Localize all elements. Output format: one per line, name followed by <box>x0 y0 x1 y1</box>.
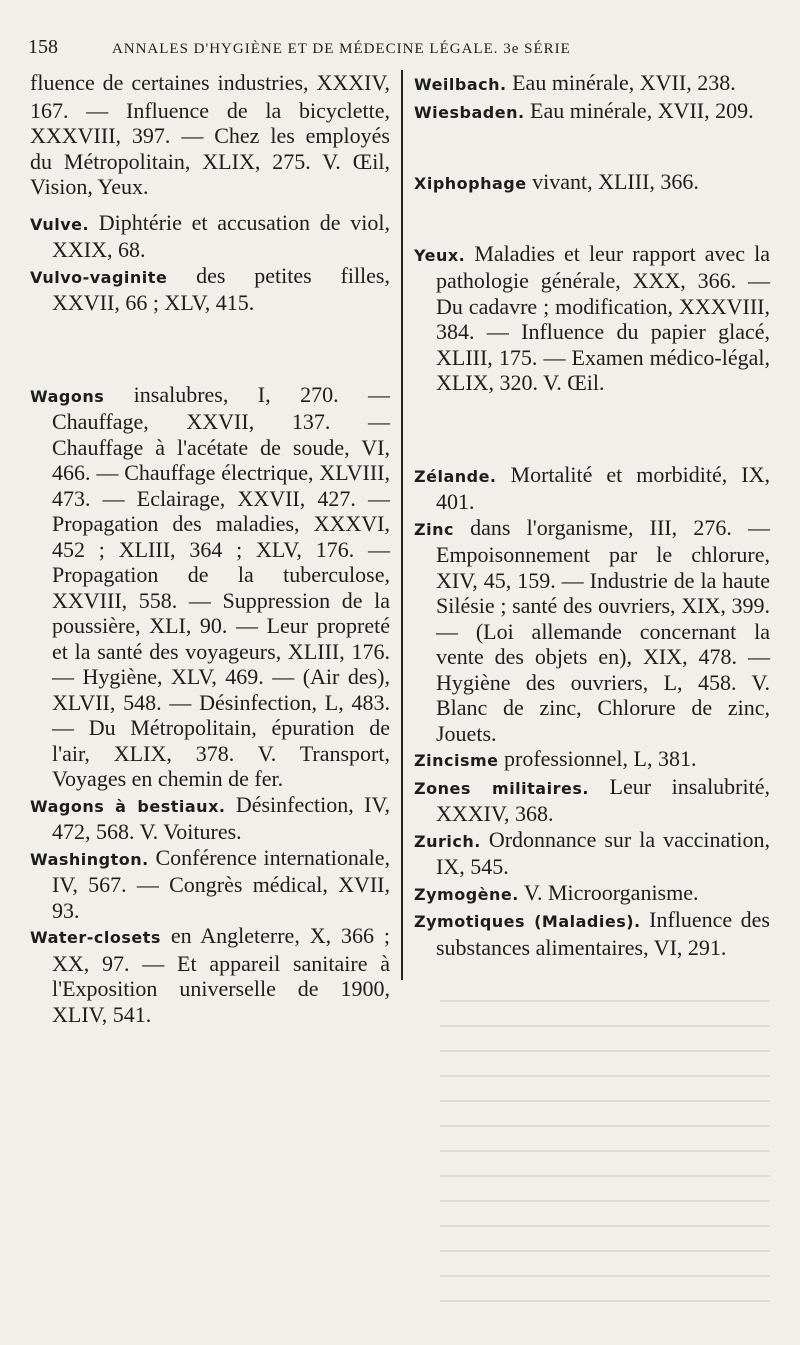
entry-headword: Zincisme <box>414 751 499 770</box>
running-header <box>28 36 768 59</box>
entry-headword: Water-closets <box>30 928 161 947</box>
entry-text: dans l'organisme, III, 276. — Empoisonnement par le chlorure, XIV, 45, 159. — Industrie de la haute Silésie ; santé des ouvriers, XIX, 399. — (Loi allemande concernant la vente des objets en), XIX, 478. — Hygiène des ouvriers, L, 458. V. Blanc de zinc, Chlorure de zinc, Jouets. <box>436 514 770 746</box>
index-entry <box>414 241 770 396</box>
right-column <box>414 70 770 960</box>
entry-text: en Angleterre, X, 366 ; XX, 97. — Et appareil sanitaire à l'Exposition universelle de 1900, XLIV, 541. <box>52 923 390 1027</box>
entry-headword: Vulve. <box>30 214 90 234</box>
entry-text: Ordonnance sur la vaccination, IX, 545. <box>436 826 770 879</box>
entry-headword: Zurich. <box>414 831 481 851</box>
entry-headword: Wiesbaden. <box>414 102 525 122</box>
column-divider <box>401 70 403 980</box>
entry-text: professionnel, L, 381. <box>498 746 697 771</box>
entry-text: Diphtérie et accusation de viol, XXIX, 68. <box>52 209 390 262</box>
entry-text: Influence des substances alimentaires, VI, 291. <box>436 907 770 960</box>
entry-text: des petites filles, XXVII, 66 ; XLV, 415. <box>52 262 390 315</box>
entry-text: V. Microorganisme. <box>518 879 699 905</box>
entry-headword: Zinc <box>414 519 454 539</box>
index-entry <box>30 382 390 792</box>
index-entry <box>30 845 390 924</box>
index-entry <box>30 263 390 316</box>
show-through-texture <box>440 1000 770 1320</box>
entry-text: Désinfection, IV, 472, 568. V. Voitures. <box>52 791 390 844</box>
index-entry <box>414 70 770 98</box>
index-entry <box>414 827 770 880</box>
entry-text: Mortalité et morbidité, IX, 401. <box>436 461 770 514</box>
page-number: 158 <box>28 36 58 58</box>
entry-headword: Vulvo-vaginite <box>30 267 168 287</box>
entry-text: Leur insalubrité, XXXIV, 368. <box>436 773 770 826</box>
journal-title: ANNALES D'HYGIÈNE ET DE MÉDECINE LÉGALE. 3e SÉRIE <box>111 41 571 57</box>
index-entry <box>30 923 390 1027</box>
entry-headword: Washington. <box>30 849 149 869</box>
entry-text: fluence de certaines industries, XXXIV, 167. — Influence de la bicyclette, XXXVIII, 397. — Chez les employés du Métropolitain, XLIX, 275. V. Œil, Vision, Yeux. <box>30 70 390 199</box>
entry-text: Conférence internationale, IV, 567. — Congrès médical, XVII, 93. <box>52 844 390 923</box>
entry-text: Eau minérale, XVII, 238. <box>506 70 736 95</box>
entry-headword: Wagons <box>30 386 105 406</box>
entry-headword: Wagons à bestiaux. <box>30 796 226 816</box>
index-entry <box>30 70 390 200</box>
entry-text: vivant, XLIII, 366. <box>526 169 699 194</box>
index-entry <box>414 98 770 126</box>
entry-headword: Yeux. <box>414 245 466 265</box>
index-entry <box>414 515 770 747</box>
index-entry <box>30 210 390 263</box>
index-entry <box>414 462 770 515</box>
entry-text: Eau minérale, XVII, 209. <box>524 97 754 123</box>
left-column <box>30 70 390 1027</box>
entry-headword: Zélande. <box>414 466 497 486</box>
entry-headword: Zones militaires. <box>414 778 589 798</box>
index-entry <box>414 169 770 197</box>
entry-headword: Xiphophage <box>414 174 527 193</box>
entry-text: Maladies et leur rapport avec la pathologie générale, XXX, 366. — Du cadavre ; modification, XXXVIII, 384. — Influence du papier glacé, XLIII, 175. — Examen médico-légal, XLIX, 320. V. Œil. <box>436 240 770 395</box>
index-entry <box>414 774 770 827</box>
index-entry <box>30 792 390 845</box>
entry-headword: Zymotiques (Maladies). <box>414 912 641 931</box>
index-entry <box>414 907 770 960</box>
entry-headword: Zymogène. <box>414 884 519 904</box>
entry-text: insalubres, I, 270. — Chauffage, XXVII, 137. — Chauffage à l'acétate de soude, VI, 466. — Chauffage électrique, XLVIII, 473. — Eclairage, XXVII, 427. — Propagation des maladies, XXXVI, 452 ; XLIII, 364 ; XLV, 176. — Propagation de la tuberculose, XXVIII, 558. — Suppression de la poussière, XLI, 90. — Leur propreté et la santé des voyageurs, XLIII, 176. — Hygiène, XLV, 469. — (Air des), XLVII, 548. — Désinfection, L, 483. — Du Métropolitain, épuration de l'air, XLIX, 378. V. Transport, Voyages en chemin de fer. <box>52 381 390 791</box>
index-entry <box>414 746 770 774</box>
entry-headword: Weilbach. <box>414 75 507 94</box>
index-entry <box>414 880 770 908</box>
